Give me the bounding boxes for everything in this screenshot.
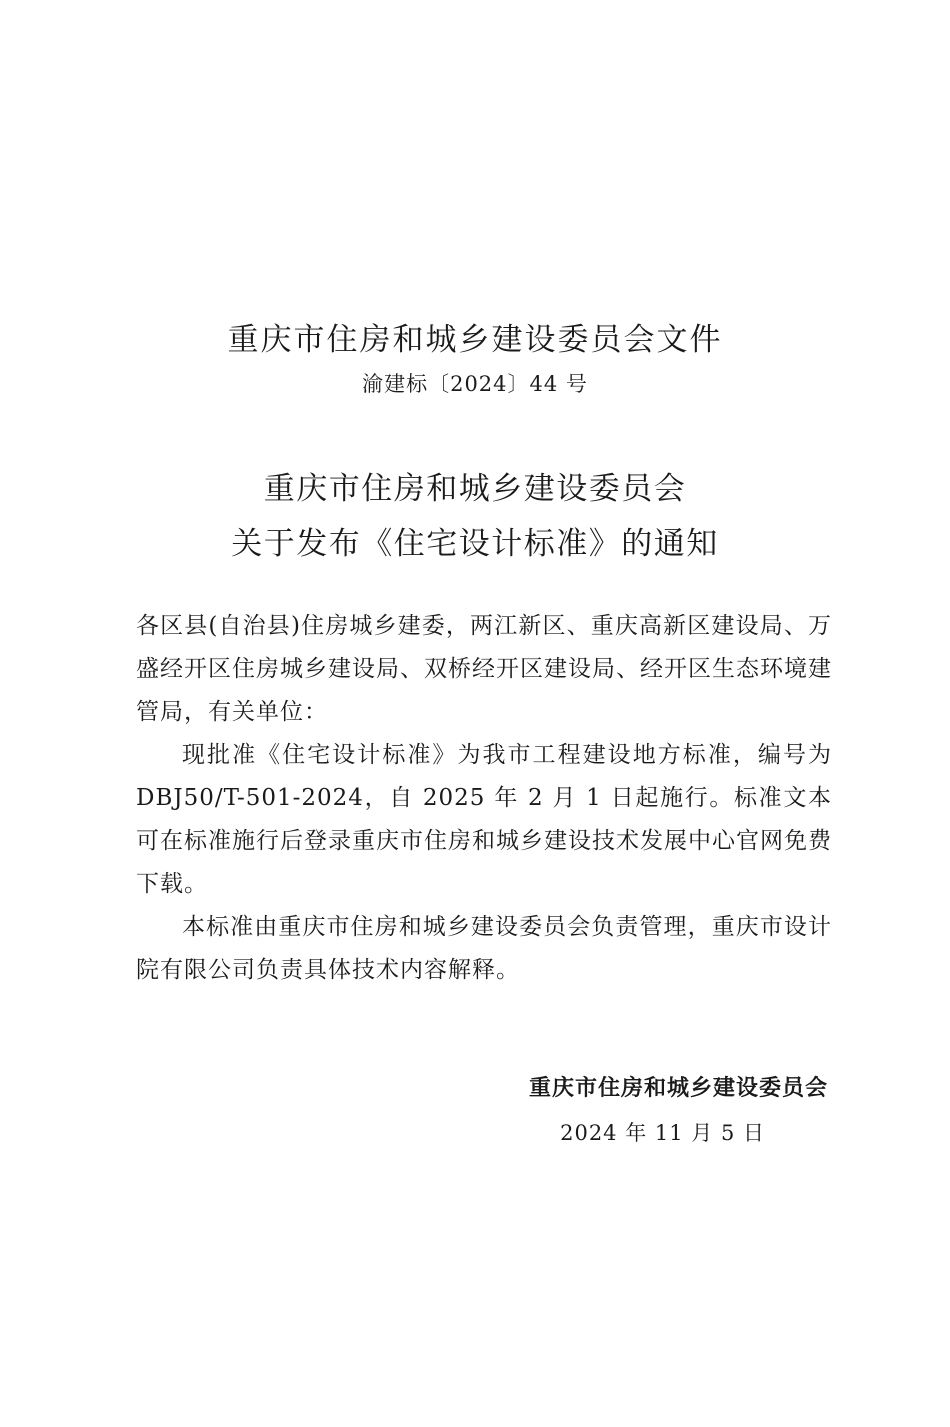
addressees-paragraph: 各区县(自治县)住房城乡建委，两江新区、重庆高新区建设局、万盛经开区住房城乡建设局、双桥经开区建设局、经开区生态环境建管局，有关单位：: [136, 613, 832, 725]
signature-issuer: 重庆市住房和城乡建设委员会: [528, 1076, 828, 1101]
notice-title-line-1: 重庆市住房和城乡建设委员会: [263, 471, 687, 507]
document-number: 渝建标〔2024〕44 号: [362, 372, 588, 396]
approval-paragraph: 现批准《住宅设计标准》为我市工程建设地方标准，编号为DBJ50/T-501-2024，自 2025 年 2 月 1 日起施行。标准文本可在标准施行后登录重庆市住房和城乡建设技术发展中心官网免费下载。: [136, 742, 832, 897]
notice-title-line-2: 关于发布《住宅设计标准》的通知: [231, 526, 719, 562]
management-paragraph: 本标准由重庆市住房和城乡建设委员会负责管理，重庆市设计院有限公司负责具体技术内容解释。: [136, 914, 832, 983]
issuer-file-heading: 重庆市住房和城乡建设委员会文件: [227, 322, 723, 358]
signature-date: 2024 年 11 月 5 日: [560, 1121, 765, 1145]
notice-body: [136, 605, 832, 992]
